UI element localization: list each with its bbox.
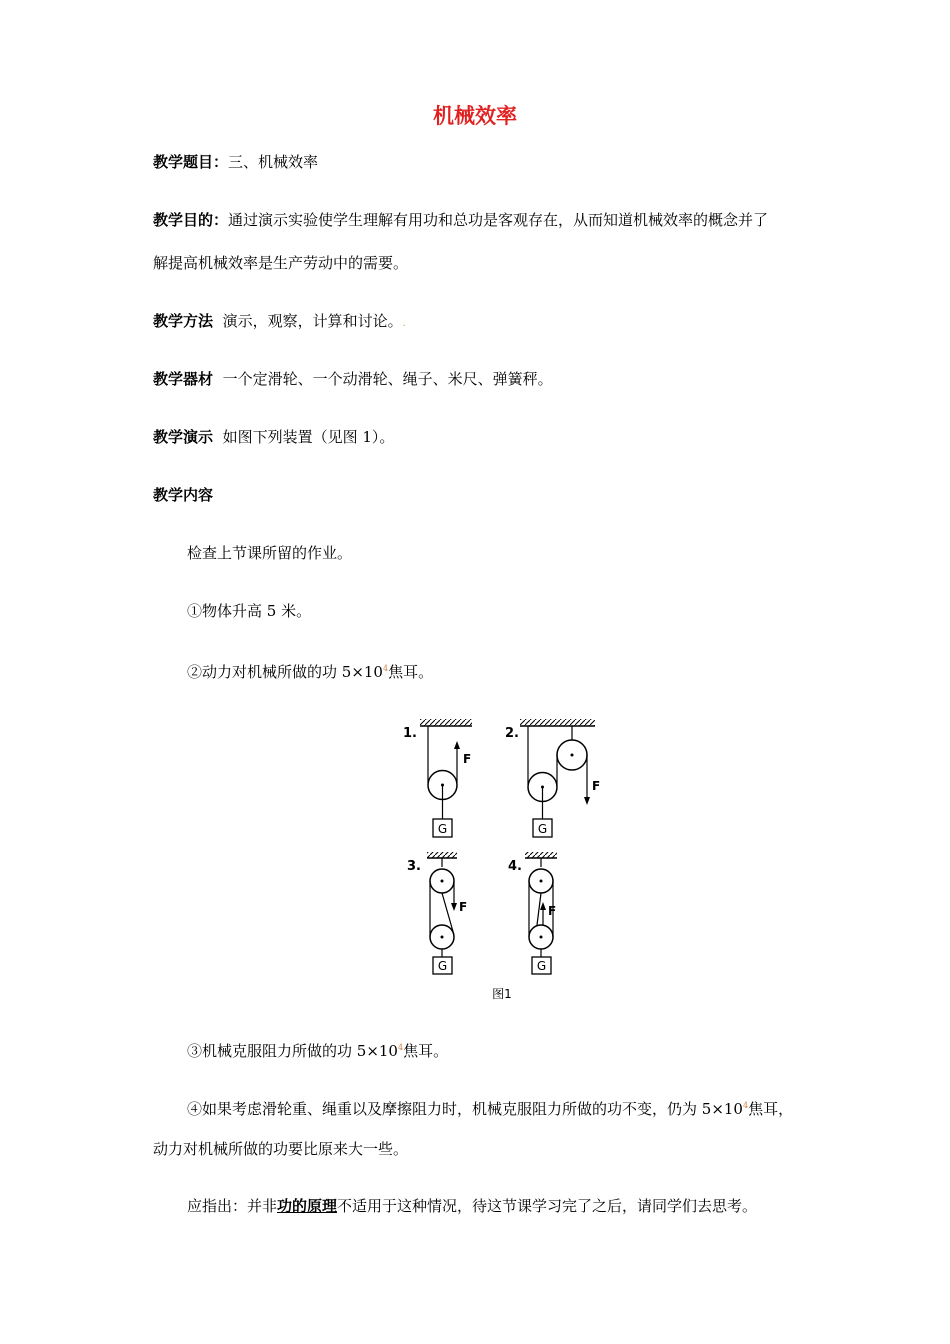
purpose-label: 教学目的：: [153, 211, 229, 229]
panel-2-weight: G: [537, 822, 548, 836]
work-principle-link[interactable]: 功的原理: [277, 1197, 338, 1215]
figure-caption: 图1: [492, 987, 512, 1001]
panel-2-force: F: [592, 779, 601, 793]
equipment-line: [153, 369, 553, 389]
panel-3-weight: G: [437, 959, 448, 973]
item-4-line-2: 动力对机械所做的功要比原来大一些。: [153, 1140, 409, 1158]
demo-line: [153, 427, 394, 447]
item-3-text: ③机械克服阻力所做的功 5×10: [187, 1042, 398, 1060]
panel-4-number: 4.: [508, 859, 522, 874]
item-4-line-1: [187, 1096, 793, 1119]
panel-2: [505, 719, 600, 837]
topic-line: [153, 152, 318, 172]
purpose-line-1: [153, 210, 768, 230]
item-2: [187, 659, 433, 682]
note-prefix: 应指出：并非: [187, 1197, 278, 1215]
panel-2-number: 2.: [505, 726, 519, 741]
method-line: [153, 311, 406, 334]
note-suffix: 不适用于这种情况，待这节课学习完了之后，请同学们去思考。: [337, 1197, 758, 1215]
panel-3-force: F: [459, 900, 468, 914]
purpose-line-2: 解提高机械效率是生产劳动中的需要。: [153, 254, 409, 272]
pulley-figure: [395, 715, 615, 1005]
equipment-label: 教学器材: [153, 370, 214, 388]
demo-text: 如图下列装置（见图 1）。: [222, 428, 395, 446]
panel-1-weight: G: [437, 822, 448, 836]
method-text: 演示，观察，计算和讨论。: [222, 312, 403, 330]
item-2-unit: 焦耳。: [388, 663, 434, 681]
panel-1-force: F: [463, 752, 472, 766]
method-mark: .: [402, 318, 406, 329]
panel-3: [407, 852, 467, 974]
item-4-unit: 焦耳，: [748, 1100, 794, 1118]
content-label: 教学内容: [153, 486, 214, 504]
purpose-text-1: 通过演示实验使学生理解有用功和总功是客观存在，从而知道机械效率的概念并了: [228, 211, 769, 229]
item-2-exponent: 4: [382, 664, 389, 673]
panel-4: [508, 852, 557, 974]
equipment-text: 一个定滑轮、一个动滑轮、绳子、米尺、弹簧秤。: [222, 370, 553, 388]
method-label: 教学方法: [153, 312, 214, 330]
panel-1-number: 1.: [403, 726, 417, 741]
note-line: [187, 1196, 757, 1216]
check-line: 检查上节课所留的作业。: [187, 544, 353, 562]
item-4-text: ④如果考虑滑轮重、绳重以及摩擦阻力时，机械克服阻力所做的功不变，仍为 5×10: [187, 1100, 743, 1118]
page-title: 机械效率: [433, 104, 517, 128]
item-2-text: ②动力对机械所做的功 5×10: [187, 663, 383, 681]
panel-4-force: F: [548, 904, 557, 918]
item-4-exponent: 4: [742, 1101, 749, 1110]
topic-text: 三、机械效率: [228, 153, 319, 171]
item-1: ①物体升高 5 米。: [187, 602, 312, 620]
panel-3-number: 3.: [407, 859, 421, 874]
item-3: [187, 1038, 448, 1061]
item-3-unit: 焦耳。: [403, 1042, 449, 1060]
panel-1: [403, 719, 472, 837]
demo-label: 教学演示: [153, 428, 214, 446]
topic-label: 教学题目：: [153, 153, 229, 171]
item-3-exponent: 4: [397, 1043, 404, 1052]
panel-4-weight: G: [536, 959, 547, 973]
